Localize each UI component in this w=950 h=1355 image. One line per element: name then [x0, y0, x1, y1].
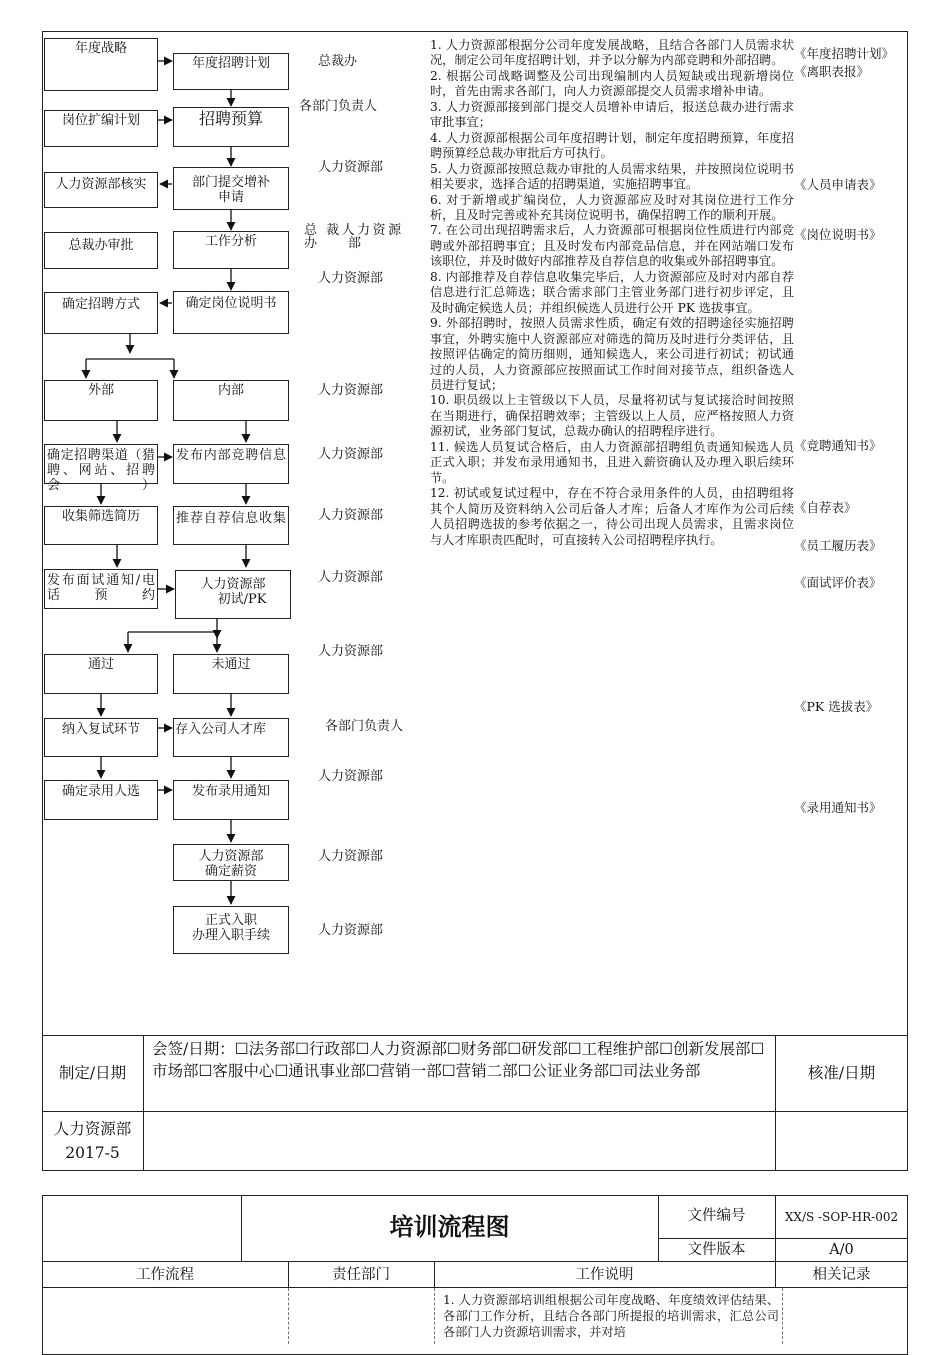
- dept-14: 人力资源部: [318, 923, 384, 938]
- preparer-date: 2017-5: [65, 1144, 120, 1162]
- box-job-description: 确定岗位说明书: [173, 291, 289, 334]
- dept-6: 人力资源部: [318, 383, 384, 398]
- box-screen-resumes: 收集筛选简历: [44, 506, 158, 545]
- first-interview-line1: 人力资源部: [200, 577, 266, 592]
- dept-4: 总 裁人力资源: [304, 223, 404, 238]
- next-doc-title: 培训流程图: [389, 1212, 510, 1241]
- dashed-divider-2: [434, 1288, 435, 1344]
- dept-3: 人力资源部: [318, 160, 384, 175]
- salary-line2: 确定薪资: [204, 864, 257, 879]
- box-recruit-channels: 确定招聘渠道（猎聘、网站、招聘会）: [44, 444, 158, 484]
- record-1: 《年度招聘计划》: [794, 46, 895, 61]
- record-7: 《员工履历表》: [794, 538, 882, 553]
- col-header-dept: 责任部门: [332, 1267, 390, 1283]
- desc-item-12: 12. 初试或复试过程中，存在不符合录用条件的人员，由招聘组将其个人简历及资料纳入公司后备人才库；后备人才库作为公司后续人员招聘选拔的参考依据之一，待公司出现人员需求，且需求岗位与人才库职责匹配时，可直接转入公司招聘程序执行。: [430, 486, 794, 547]
- footer-col-border-2: [775, 1035, 776, 1171]
- record-8: 《面试评价表》: [794, 575, 882, 590]
- approved-label: 核准/日期: [807, 1064, 876, 1082]
- box-fail: 未通过: [173, 654, 289, 694]
- box-expansion-plan: 岗位扩编计划: [44, 110, 158, 147]
- dashed-divider-3: [782, 1288, 783, 1344]
- desc-item-3: 3. 人力资源部接到部门提交人员增补申请后，报送总裁办进行需求审批事宜；: [430, 99, 794, 130]
- dept-10: 人力资源部: [318, 644, 384, 659]
- desc-item-4: 4. 人力资源部根据公司年度招聘计划，制定年度招聘预算，年度招聘预算经总裁办审批后方可执行。: [430, 130, 794, 161]
- next-doc-desc-excerpt: 1. 人力资源部培训组根据公司年度战略、年度绩效评估结果、各部门工作分析，且结合各部门所提报的培训需求，汇总公司各部门人力资源培训需求，并对培: [443, 1293, 779, 1339]
- record-2: 《离职表报》: [794, 64, 870, 79]
- box-offer-notice: 发布录用通知: [173, 780, 289, 820]
- box-recruit-budget: 招聘预算: [173, 107, 289, 147]
- footer-top-border: [42, 1035, 908, 1036]
- desc-item-2: 2. 根据公司战略调整及公司出现编制内人员短缺或出现新增岗位时，首先由需求各部门，向人力资源部提交人员需求增补申请。: [430, 68, 794, 99]
- prepared-label: 制定/日期: [58, 1064, 127, 1082]
- desc-item-8: 8. 内部推荐及自荐信息收集完毕后，人力资源部应及时对内部自荐信息进行汇总筛选；联合需求部门主管业务部门进行初步评定，且及时确定候选人员；并组织候选人员进行公开 PK 选拔事宜。: [430, 269, 794, 315]
- onboarding-line2: 办理入职手续: [191, 928, 270, 943]
- onboarding-line1: 正式入职: [204, 913, 257, 928]
- record-3: 《人员申请表》: [794, 177, 882, 192]
- box-talent-pool: 存入公司人才库: [173, 718, 289, 757]
- dept-12: 人力资源部: [318, 769, 384, 784]
- next-doc-row-2: [42, 1261, 908, 1262]
- box-first-interview: [175, 570, 291, 619]
- desc-item-10: 10. 职员级以上主管级以下人员，尽量将初试与复试接洽时间按照在当期进行，确保招聘效率；主管级以上人员，应严格按照人力资源初试，业务部门复试，总裁办确认的招聘程序进行。: [430, 393, 794, 439]
- col-header-records: 相关记录: [812, 1267, 871, 1283]
- footer-col-border-1: [143, 1035, 144, 1171]
- desc-item-7: 7. 在公司出现招聘需求后，人力资源部可根据岗位性质进行内部竞聘或外部招聘事宜；且及时发布内部竞品信息，并在网站端口发布该职位，并及时做好内部推荐及自荐信息的收集或外部招聘事宜。: [430, 223, 794, 269]
- box-salary: [173, 844, 289, 881]
- box-hr-verify: 人力资源部核实: [44, 172, 158, 208]
- next-doc-row-3: [42, 1287, 908, 1288]
- dashed-divider-1: [288, 1288, 289, 1344]
- dept-4c: 部: [348, 236, 362, 251]
- box-dept-request: 部门提交增补申请: [173, 167, 289, 210]
- dept-2: 各部门负责人: [299, 99, 378, 114]
- desc-item-5: 5. 人力资源部按照总裁办审批的人员需求结果，并按照岗位说明书相关要求，选择合适的招聘渠道，实施招聘事宜。: [430, 161, 794, 192]
- desc-item-9: 9. 外部招聘时，按照人员需求性质，确定有效的招聘途径实施招聘事宜，外聘实施中人资源部应对筛选的简历及时进行分类评估，且按照评估确定的简历细则，通知候选人，来公司进行初试；初试通过的人员，人力资源部应按照面试工作时间对接节点，组织备选人员进行复试；: [430, 316, 794, 392]
- desc-item-6: 6. 对于新增或扩编岗位，人力资源部应及时对其岗位进行工作分析，且及时完善或补充其岗位说明书，确保招聘工作的顺利开展。: [430, 192, 794, 222]
- record-9: 《PK 选拔表》: [794, 699, 879, 714]
- record-5: 《竞聘通知书》: [794, 438, 882, 453]
- desc-item-1: 1. 人力资源部根据分公司年度发展战略，且结合各部门人员需求状况，制定公司年度招聘计划，并予以分解为内部竞聘和外部招聘。: [430, 38, 794, 68]
- box-confirm-hire: 确定录用人选: [44, 780, 158, 820]
- dept-13: 人力资源部: [318, 849, 384, 864]
- box-interview-notice: 发布面试通知/电话预约: [44, 569, 158, 609]
- doc-no-label: 文件编号: [687, 1208, 746, 1224]
- box-internal-info: 发布内部竞聘信息: [173, 444, 289, 484]
- box-internal: 内部: [173, 380, 289, 421]
- dept-4b: 办: [304, 236, 318, 251]
- box-recruit-method: 确定招聘方式: [44, 292, 158, 334]
- footer-mid-border: [42, 1111, 908, 1112]
- dept-5: 人力资源部: [318, 271, 384, 286]
- box-annual-recruit-plan: 年度招聘计划: [173, 53, 289, 90]
- first-interview-line2: 初试/PK: [217, 592, 267, 607]
- box-ceo-approve: 总裁办审批: [44, 232, 158, 269]
- record-6: 《自荐表》: [794, 500, 857, 515]
- version-value: A/0: [829, 1242, 854, 1258]
- col-header-flow: 工作流程: [136, 1267, 194, 1283]
- version-label: 文件版本: [687, 1242, 746, 1258]
- box-second-interview: 纳入复试环节: [44, 718, 158, 757]
- record-4: 《岗位说明书》: [794, 227, 882, 242]
- dept-7: 人力资源部: [318, 447, 384, 462]
- work-description: [430, 38, 794, 548]
- preparer-dept: 人力资源部: [53, 1120, 132, 1138]
- dept-1: 总裁办: [318, 54, 358, 69]
- box-external: 外部: [44, 380, 158, 421]
- col-header-desc: 工作说明: [575, 1267, 634, 1283]
- salary-line1: 人力资源部: [198, 849, 264, 864]
- next-doc-row-1: [658, 1238, 908, 1239]
- doc-no-value: XX/S -SOP-HR-002: [784, 1210, 899, 1224]
- box-referral-collect: 推荐自荐信息收集: [173, 506, 289, 545]
- box-annual-strategy: 年度战略: [44, 38, 158, 91]
- desc-item-11: 11. 候选人员复试合格后，由人力资源部招聘组负责通知候选人员正式入职；并发布录用通知书，且进入薪资确认及办理入职后续环节。: [430, 439, 794, 485]
- record-10: 《录用通知书》: [794, 800, 882, 815]
- dept-11: 各部门负责人: [325, 719, 404, 734]
- box-pass: 通过: [44, 654, 158, 694]
- box-job-analysis: 工作分析: [173, 231, 289, 269]
- dept-8: 人力资源部: [318, 508, 384, 523]
- dept-9: 人力资源部: [318, 570, 384, 585]
- box-onboarding: [173, 906, 289, 954]
- countersign-text: 会签/日期：☐法务部☐行政部☐人力资源部☐财务部☐研发部☐工程维护部☐创新发展部☐市场部☐客服中心☐通讯事业部☐营销一部☐营销二部☐公证业务部☐司法业务部: [152, 1040, 765, 1080]
